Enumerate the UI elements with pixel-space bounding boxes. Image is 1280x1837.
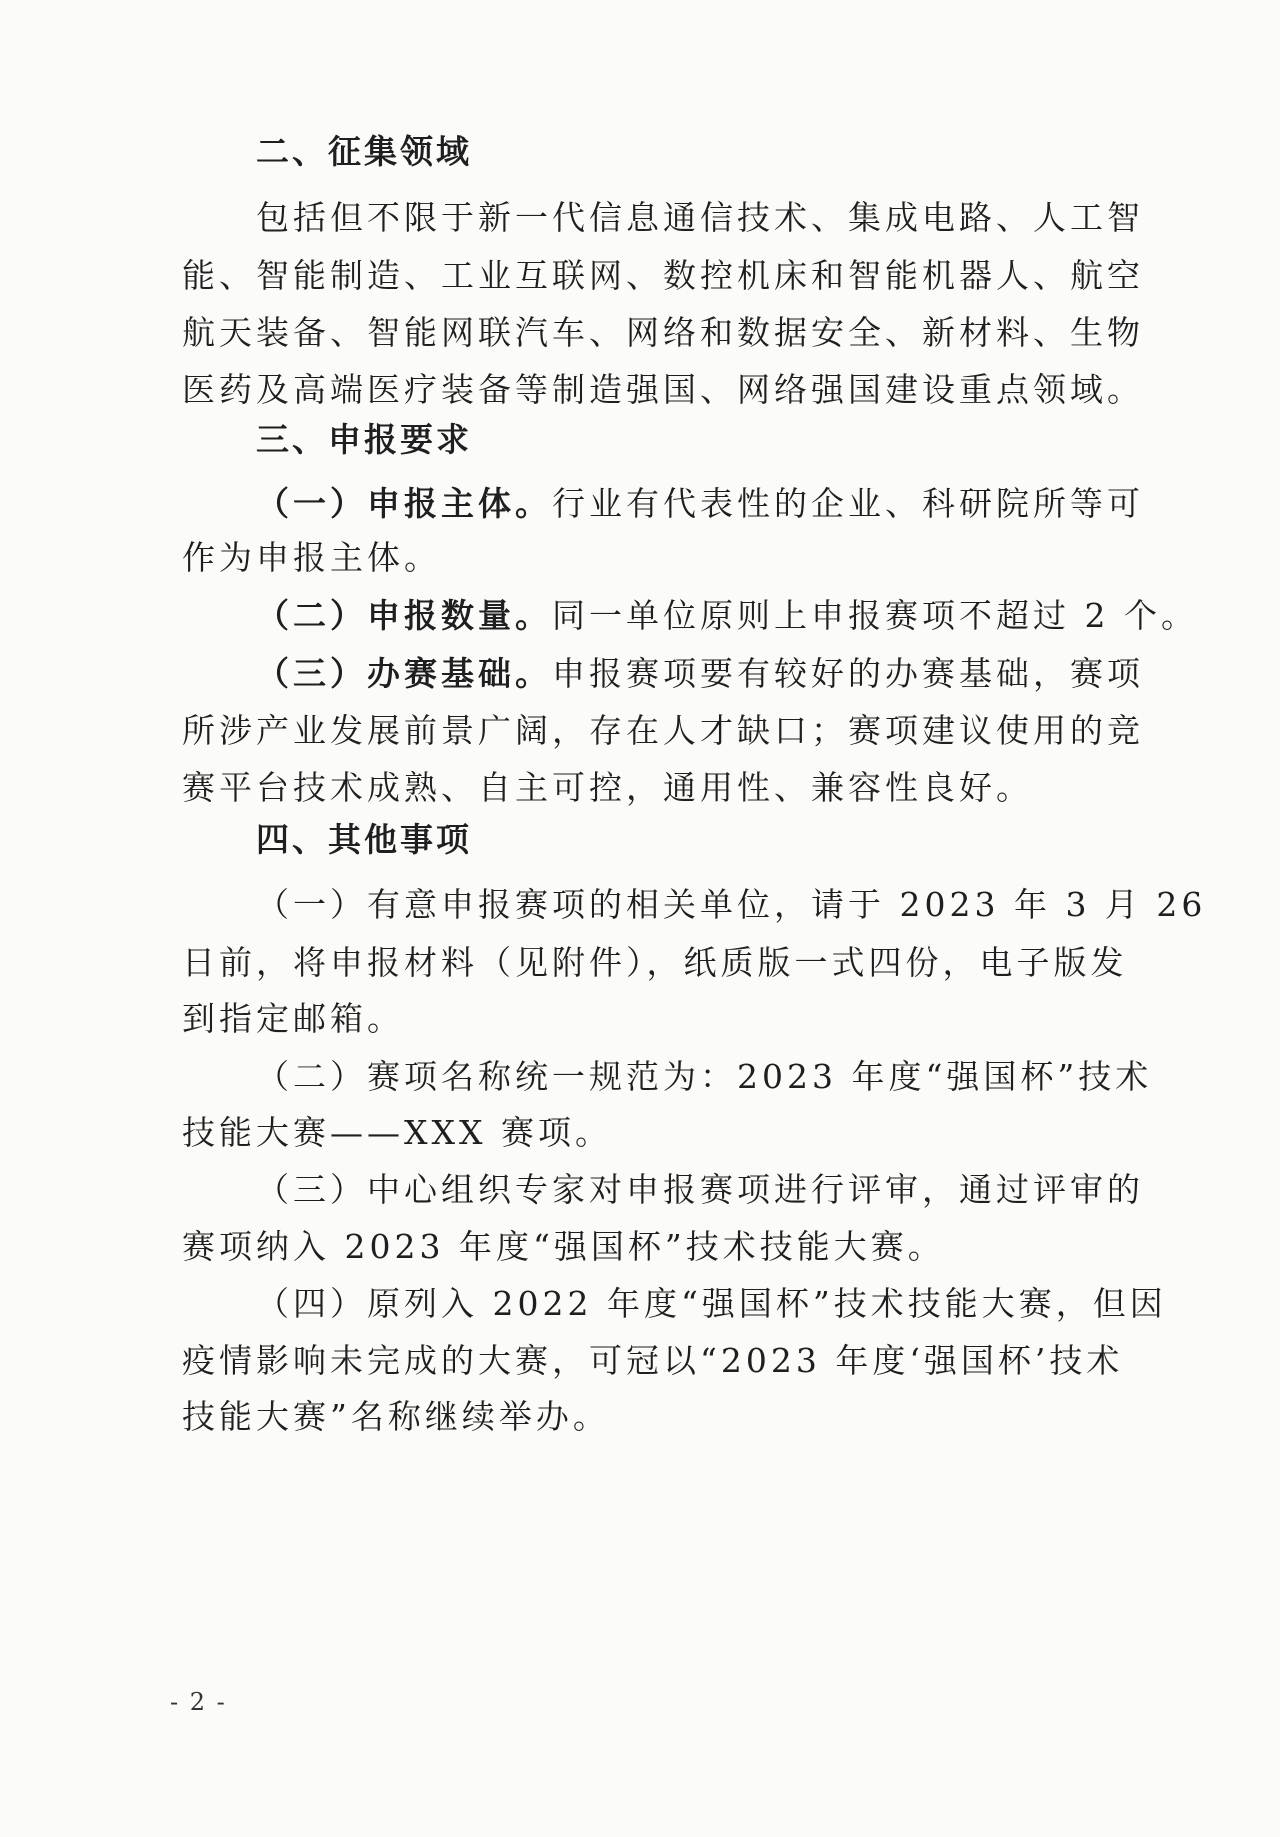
item-line: 到指定邮箱。 xyxy=(182,999,404,1038)
item-line: （四）原列入 2022 年度“强国杯”技术技能大赛，但因 xyxy=(256,1284,1167,1323)
item-lead: （三）办赛基础。 xyxy=(256,654,552,693)
item-line: （一）有意申报赛项的相关单位，请于 2023 年 3 月 26 xyxy=(256,885,1207,924)
paragraph-line: 能、智能制造、工业互联网、数控机床和智能机器人、航空 xyxy=(182,256,1144,295)
item-line: 赛平台技术成熟、自主可控，通用性、兼容性良好。 xyxy=(182,768,1033,807)
item-text: 申报赛项要有较好的办赛基础，赛项 xyxy=(552,654,1144,693)
item-lead: （二）申报数量。 xyxy=(256,596,552,635)
section-heading-requirements: 三、申报要求 xyxy=(256,420,472,459)
item-line: （二）赛项名称统一规范为：2023 年度“强国杯”技术 xyxy=(256,1057,1153,1096)
item-line xyxy=(256,484,1144,524)
item-line: 技能大赛”名称继续举办。 xyxy=(182,1397,610,1436)
paragraph-line: 包括但不限于新一代信息通信技术、集成电路、人工智 xyxy=(256,198,1144,237)
item-lead: （一）申报主体。 xyxy=(256,484,552,523)
item-line: 疫情影响未完成的大赛，可冠以“2023 年度‘强国杯’技术 xyxy=(182,1341,1124,1380)
section-heading-other-matters: 四、其他事项 xyxy=(256,820,472,859)
item-line xyxy=(256,654,1144,694)
item-line: 技能大赛——XXX 赛项。 xyxy=(182,1113,612,1152)
item-text: 行业有代表性的企业、科研院所等可 xyxy=(552,484,1144,523)
item-line xyxy=(256,596,1198,636)
item-line: （三）中心组织专家对申报赛项进行评审，通过评审的 xyxy=(256,1170,1144,1209)
page-number: - 2 - xyxy=(170,1688,227,1716)
item-text: 同一单位原则上申报赛项不超过 2 个。 xyxy=(552,596,1198,635)
item-line: 赛项纳入 2023 年度“强国杯”技术技能大赛。 xyxy=(182,1227,945,1266)
section-heading-collection-fields: 二、征集领域 xyxy=(256,132,472,171)
paragraph-line: 航天装备、智能网联汽车、网络和数据安全、新材料、生物 xyxy=(182,313,1144,352)
item-line: 所涉产业发展前景广阔，存在人才缺口；赛项建议使用的竞 xyxy=(182,711,1144,750)
item-line: 作为申报主体。 xyxy=(182,538,441,577)
item-line: 日前，将申报材料（见附件），纸质版一式四份，电子版发 xyxy=(182,943,1128,982)
paragraph-line: 医药及高端医疗装备等制造强国、网络强国建设重点领域。 xyxy=(182,370,1144,409)
